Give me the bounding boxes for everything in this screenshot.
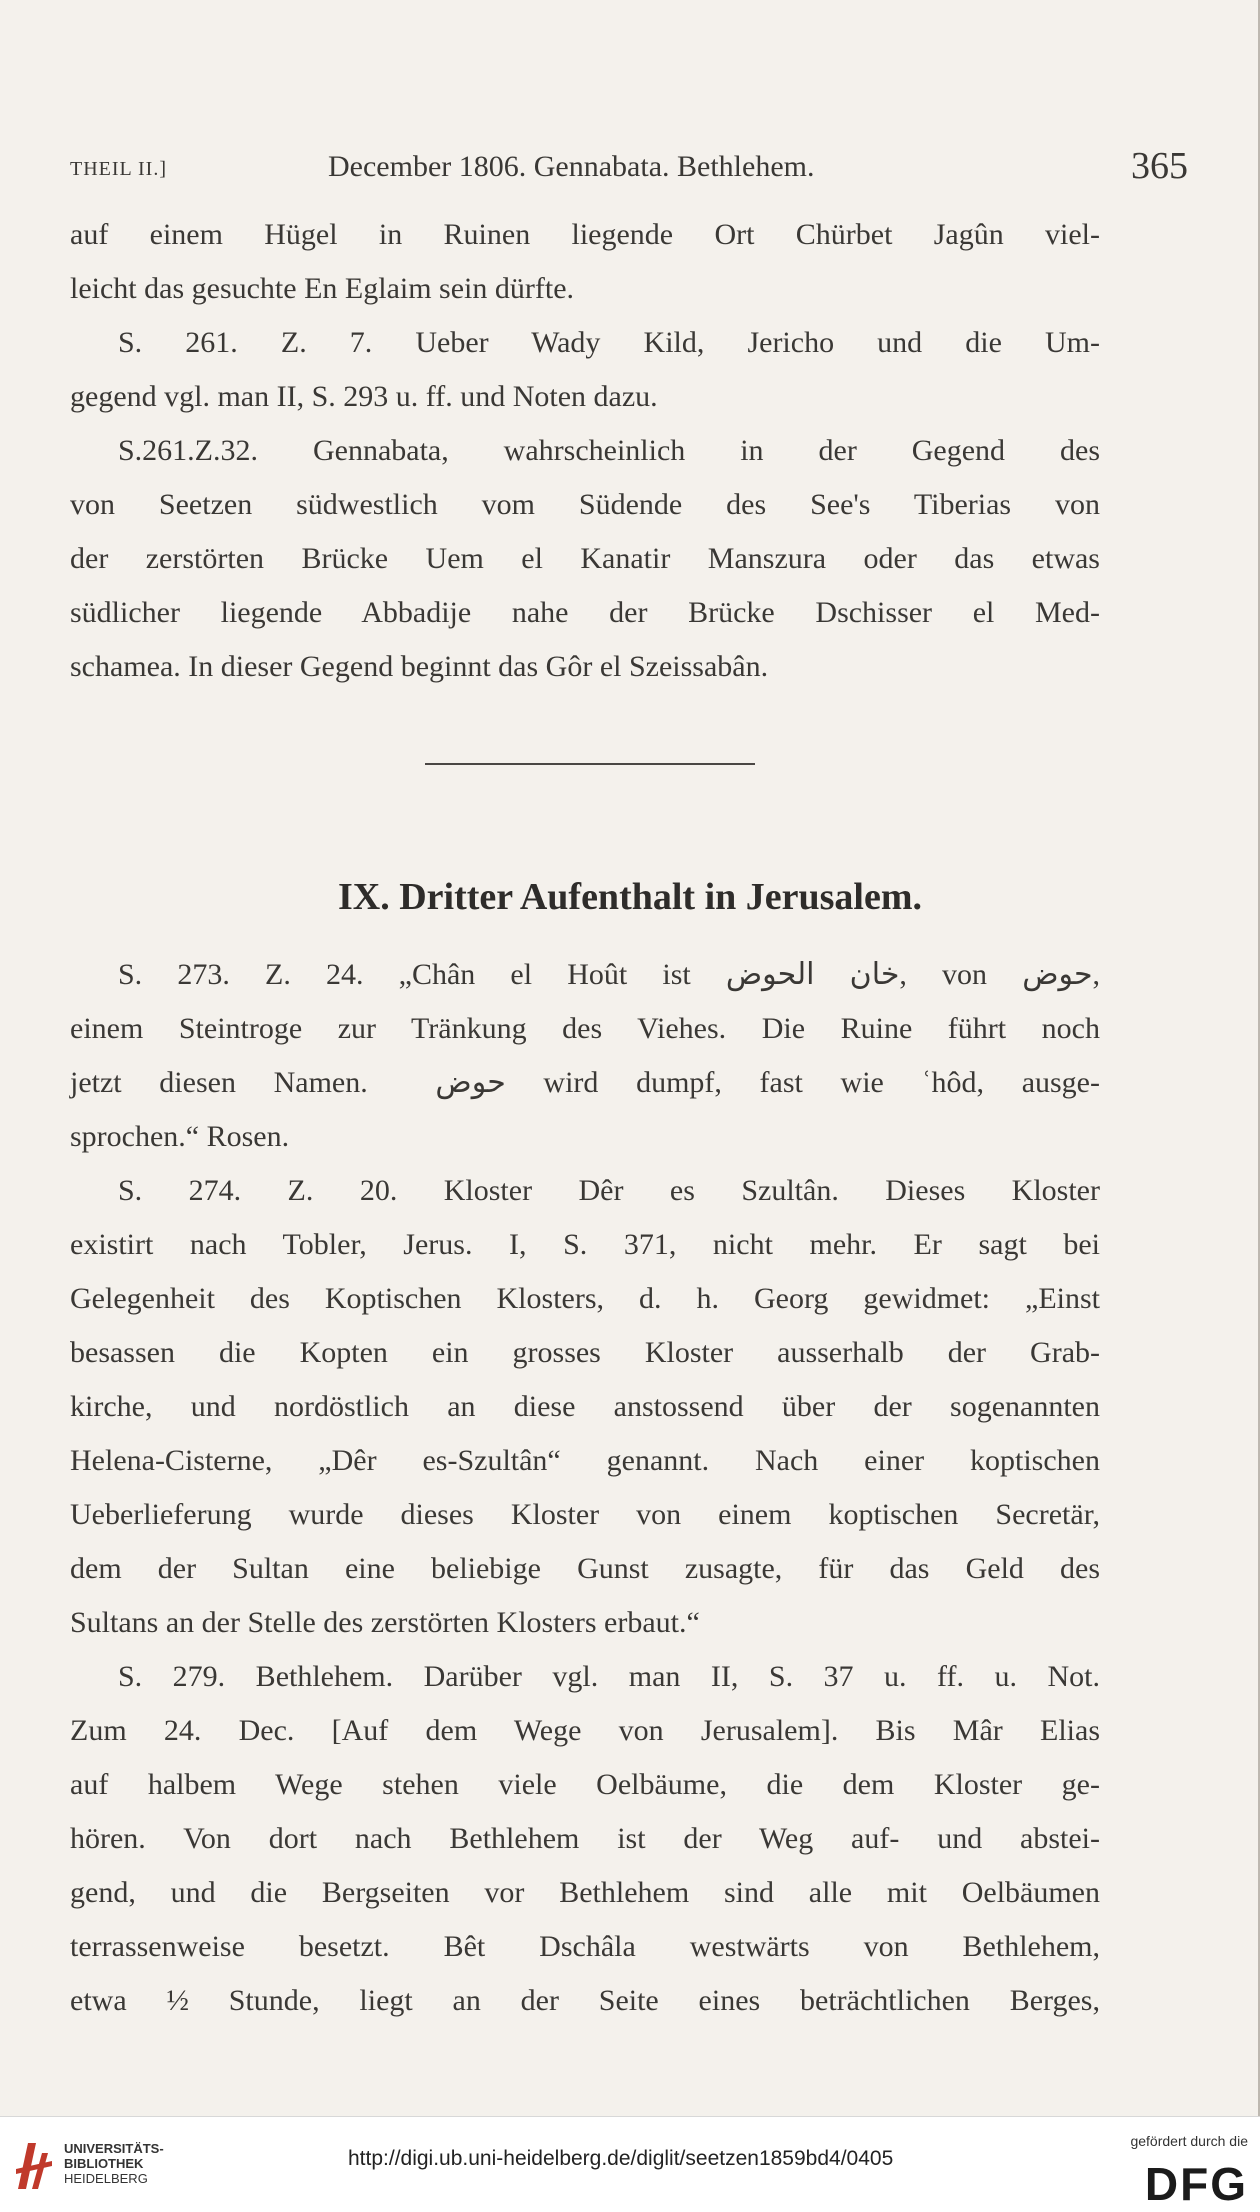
text-line: terrassenweise besetzt. Bêt Dschâla westwärts von Bethlehem, xyxy=(70,1930,1100,1963)
text-line: südlicher liegende Abbadije nahe der Brücke Dschisser el Med- xyxy=(70,596,1100,629)
text-line: Zum 24. Dec. [Auf dem Wege von Jerusalem]. Bis Mâr Elias xyxy=(70,1714,1100,1747)
text-line: S. 261. Z. 7. Ueber Wady Kild, Jericho und die Um- xyxy=(118,326,1100,359)
text-line: kirche, und nordöstlich an diese anstossend über der sogenannten xyxy=(70,1390,1100,1423)
text-line: einem Steintroge zur Tränkung des Viehes. Die Ruine führt noch xyxy=(70,1012,1100,1045)
arabic-word: حوض xyxy=(1022,957,1093,992)
text-line: auf einem Hügel in Ruinen liegende Ort Chürbet Jagûn viel- xyxy=(70,218,1100,251)
header-section: THEIL II.] xyxy=(70,158,167,180)
text-line: S.261.Z.32. Gennabata, wahrscheinlich in der Gegend des xyxy=(118,434,1100,467)
text-line: auf halbem Wege stehen viele Oelbäume, die dem Kloster ge- xyxy=(70,1768,1100,1801)
text-line: Gelegenheit des Koptischen Klosters, d. h. Georg gewidmet: „Einst xyxy=(70,1282,1100,1315)
page-number: 365 xyxy=(1131,145,1188,187)
text-line xyxy=(70,1056,1100,1110)
text-line: Sultans an der Stelle des zerstörten Klosters erbaut.“ xyxy=(70,1606,700,1639)
arabic-word: خان xyxy=(849,957,900,992)
library-name-line: HEIDELBERG xyxy=(64,2171,148,2186)
paragraph-block-1 xyxy=(70,208,1100,694)
text-line: von Seetzen südwestlich vom Südende des See's Tiberias von xyxy=(70,488,1100,521)
paragraph-block-3 xyxy=(70,1164,1100,2028)
text-line: S. 279. Bethlehem. Darüber vgl. man II, S. 37 u. ff. u. Not. xyxy=(118,1660,1100,1693)
library-name-line: UNIVERSITÄTS- xyxy=(64,2141,164,2156)
arabic-word: حوض xyxy=(435,1065,506,1100)
text-line: besassen die Kopten ein grosses Kloster ausserhalb der Grab- xyxy=(70,1336,1100,1369)
dfg-logo: DFG xyxy=(1144,2158,1248,2210)
running-header xyxy=(70,142,1188,192)
text-line: sprochen.“ Rosen. xyxy=(70,1120,290,1153)
text-line xyxy=(70,948,1100,1002)
text-fragment: S. 273. Z. 24. „Chân el Hoût ist xyxy=(118,958,691,991)
text-line: dem der Sultan eine beliebige Gunst zusagte, für das Geld des xyxy=(70,1552,1100,1585)
text-line: existirt nach Tobler, Jerus. I, S. 371, nicht mehr. Er sagt bei xyxy=(70,1228,1100,1261)
text-fragment: jetzt diesen Namen. xyxy=(70,1066,368,1099)
text-line: schamea. In dieser Gegend beginnt das Gôr el Szeissabân. xyxy=(70,650,769,683)
text-line: S. 274. Z. 20. Kloster Dêr es Szultân. Dieses Kloster xyxy=(118,1174,1100,1207)
text-line: hören. Von dort nach Bethlehem ist der Weg auf- und abstei- xyxy=(70,1822,1100,1855)
text-line: gend, und die Bergseiten vor Bethlehem sind alle mit Oelbäumen xyxy=(70,1876,1100,1909)
permalink-link[interactable]: http://digi.ub.uni-heidelberg.de/diglit/seetzen1859bd4/0405 xyxy=(348,2147,894,2170)
header-title: December 1806. Gennabata. Bethlehem. xyxy=(328,150,815,183)
text-line: etwa ½ Stunde, liegt an der Seite eines beträchtlichen Berges, xyxy=(70,1984,1100,2017)
text-line: gegend vgl. man II, S. 293 u. ff. und Noten dazu. xyxy=(70,380,658,413)
funding-note: gefördert durch die xyxy=(1130,2133,1248,2149)
text-line: der zerstörten Brücke Uem el Kanatir Manszura oder das etwas xyxy=(70,542,1100,575)
text-line: Ueberlieferung wurde dieses Kloster von einem koptischen Secretär, xyxy=(70,1498,1100,1531)
library-logo-icon xyxy=(14,2139,54,2193)
text-fragment: , von xyxy=(899,958,988,991)
arabic-word: الحوض xyxy=(725,957,815,992)
text-fragment: wird dumpf, fast wie ʿhôd, ausge- xyxy=(543,1066,1100,1099)
section-divider xyxy=(425,763,755,765)
text-line: leicht das gesuchte En Eglaim sein dürfte. xyxy=(70,272,575,305)
paragraph-block-2 xyxy=(70,948,1100,1164)
library-name-line: BIBLIOTHEK xyxy=(64,2156,144,2171)
viewer-footer xyxy=(0,2116,1260,2212)
library-name xyxy=(64,2141,164,2186)
text-fragment: , xyxy=(1092,958,1100,991)
chapter-heading: IX. Dritter Aufenthalt in Jerusalem. xyxy=(337,876,922,918)
text-line: Helena-Cisterne, „Dêr es-Szultân“ genannt. Nach einer koptischen xyxy=(70,1444,1100,1477)
